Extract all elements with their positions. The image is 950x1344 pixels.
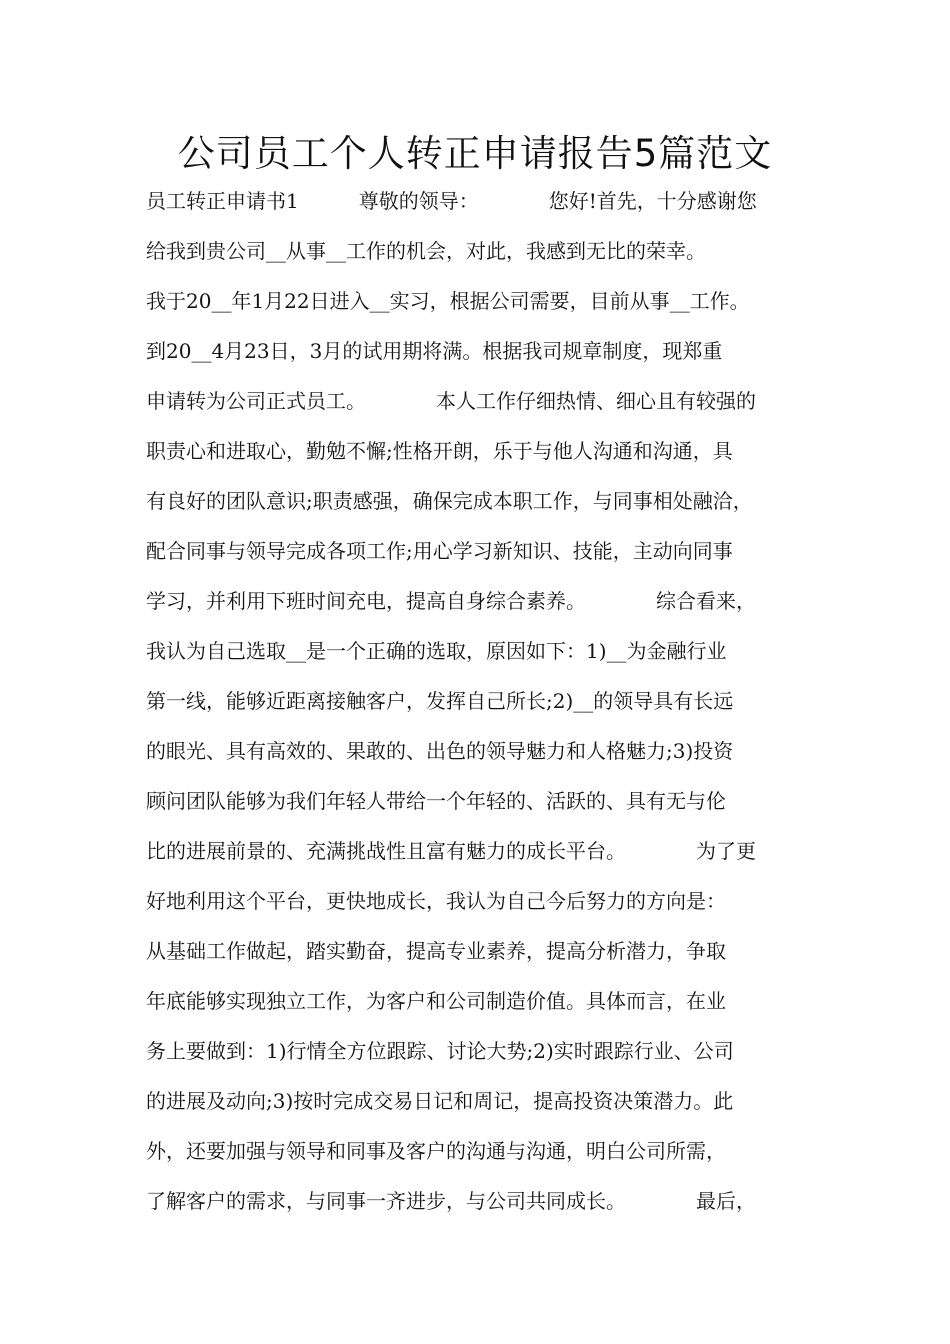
body-line-4: 到20__4月23日，3月的试用期将满。根据我司规章制度，现郑重 bbox=[146, 339, 723, 363]
body-line-12: 的眼光、具有高效的、果敢的、出色的领导魅力和人格魅力;3)投资 bbox=[146, 739, 734, 763]
body-line-16: 从基础工作做起，踏实勤奋，提高专业素养，提高分析潜力，争取 bbox=[146, 939, 726, 963]
document-title: 公司员工个人转正申请报告5篇范文 bbox=[177, 132, 773, 175]
body-line-19: 的进展及动向;3)按时完成交易日记和周记，提高投资决策潜力。此 bbox=[146, 1089, 734, 1113]
body-line-5: 申请转为公司正式员工。 本人工作仔细热情、细心且有较强的 bbox=[146, 389, 756, 413]
body-line-11: 第一线，能够近距离接触客户，发挥自己所长;2)__的领导具有长远 bbox=[146, 689, 734, 713]
body-line-17: 年底能够实现独立工作，为客户和公司制造价值。具体而言，在业 bbox=[146, 989, 726, 1013]
body-line-7: 有良好的团队意识;职责感强，确保完成本职工作，与同事相处融洽， bbox=[146, 489, 753, 513]
body-line-6: 职责心和进取心，勤勉不懈;性格开朗，乐于与他人沟通和沟通，具 bbox=[146, 439, 733, 463]
body-line-8: 配合同事与领导完成各项工作;用心学习新知识、技能，主动向同事 bbox=[146, 539, 733, 563]
body-line-10: 我认为自己选取__是一个正确的选取，原因如下：1)__为金融行业 bbox=[146, 639, 727, 663]
body-line-9: 学习，并利用下班时间充电，提高自身综合素养。 综合看来， bbox=[146, 589, 756, 613]
body-line-15: 好地利用这个平台，更快地成长，我认为自己今后努力的方向是： bbox=[146, 889, 726, 913]
body-line-3: 我于20__年1月22日进入__实习，根据公司需要，目前从事__工作。 bbox=[146, 289, 750, 313]
body-line-13: 顾问团队能够为我们年轻人带给一个年轻的、活跃的、具有无与伦 bbox=[146, 789, 726, 813]
body-line-18: 务上要做到：1)行情全方位跟踪、讨论大势;2)实时跟踪行业、公司 bbox=[146, 1039, 734, 1063]
body-line-20: 外，还要加强与领导和同事及客户的沟通与沟通，明白公司所需， bbox=[146, 1139, 726, 1163]
body-line-2: 给我到贵公司__从事__工作的机会，对此，我感到无比的荣幸。 bbox=[146, 239, 706, 263]
body-line-21: 了解客户的需求，与同事一齐进步，与公司共同成长。 最后， bbox=[146, 1189, 756, 1213]
body-line-1: 员工转正申请书1 尊敬的领导： 您好!首先，十分感谢您 bbox=[146, 189, 757, 213]
body-line-14: 比的进展前景的、充满挑战性且富有魅力的成长平台。 为了更 bbox=[146, 839, 756, 863]
